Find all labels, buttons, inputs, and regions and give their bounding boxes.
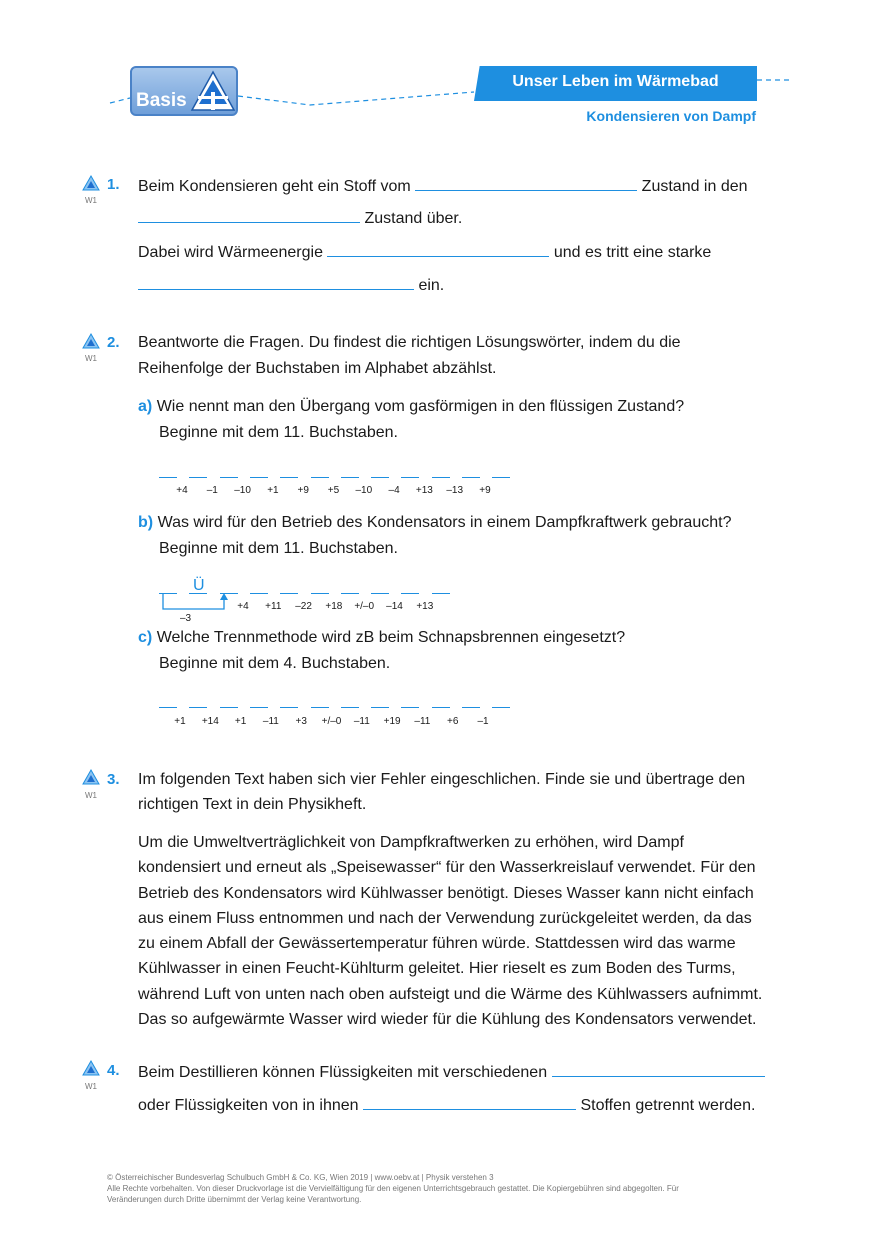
letter-blank[interactable] bbox=[432, 593, 450, 594]
letter-blank[interactable] bbox=[492, 477, 510, 478]
pyramid-logo-icon bbox=[190, 70, 236, 112]
basis-label: Basis bbox=[136, 90, 187, 111]
step-value: +13 bbox=[415, 485, 433, 496]
task-2a-hint: Beginne mit dem 11. Buchstaben. bbox=[159, 424, 398, 441]
step-value: +9 bbox=[479, 485, 491, 496]
worksheet-subtitle: Kondensieren von Dampf bbox=[586, 108, 756, 124]
letter-blank[interactable] bbox=[371, 707, 389, 708]
letter-blank[interactable] bbox=[250, 707, 268, 708]
level-pyramid-icon bbox=[82, 175, 100, 191]
footer-line: Alle Rechte vorbehalten. Von dieser Druckvorlage ist die Vervielfältigung für den eigenen Unterrichtsgebrauch gestattet. Die Kopiergebühren sind abgegolten. Für bbox=[107, 1184, 679, 1193]
task-3-paragraph bbox=[138, 830, 798, 1032]
letter-blank[interactable] bbox=[280, 593, 298, 594]
step-value: +3 bbox=[295, 716, 307, 727]
answer-blank[interactable] bbox=[363, 1091, 576, 1110]
step-value: +11 bbox=[265, 601, 282, 612]
step-value: +9 bbox=[297, 485, 309, 496]
task-2c-hint: Beginne mit dem 4. Buchstaben. bbox=[159, 655, 391, 672]
task-4-text: Stoffen getrennt werden. bbox=[580, 1097, 756, 1114]
task-3-intro-1: Im folgenden Text haben sich vier Fehler eingeschlichen. Finde sie und übertrage den bbox=[138, 771, 746, 788]
copyright-footer bbox=[107, 1172, 787, 1205]
task-2a-question bbox=[138, 394, 684, 419]
task-1-text: Beim Kondensieren geht ein Stoff vom bbox=[138, 178, 411, 195]
step-value: +1 bbox=[267, 485, 279, 496]
task-1-text: und es tritt eine starke bbox=[553, 244, 712, 261]
subtask-label: c) bbox=[138, 629, 153, 646]
paragraph-line: Betrieb des Kondensators wird Kühlwasser benötigt. Dieses Wasser kann nicht einfach bbox=[138, 884, 754, 902]
step-value: –10 bbox=[234, 485, 251, 496]
task-1-line-1 bbox=[138, 172, 748, 199]
level-label: W1 bbox=[85, 1082, 97, 1091]
step-value: +18 bbox=[325, 601, 343, 612]
letter-blank[interactable] bbox=[401, 707, 419, 708]
task-4-text: oder Flüssigkeiten von in ihnen bbox=[138, 1097, 359, 1114]
task-2-intro-2: Reihenfolge der Buchstaben im Alphabet abzählst. bbox=[138, 360, 497, 377]
step-value: –11 bbox=[353, 716, 370, 727]
letter-blank[interactable] bbox=[311, 707, 329, 708]
task-2b-question bbox=[138, 510, 731, 535]
task-4-line-2 bbox=[138, 1091, 755, 1118]
step-value: +13 bbox=[416, 601, 434, 612]
letter-blank[interactable] bbox=[159, 477, 177, 478]
paragraph-line: zu einem Abfall der Gewässertemperatur führen würde. Stattdessen wird das warme bbox=[138, 935, 736, 953]
letter-blank[interactable] bbox=[462, 707, 480, 708]
letter-blank[interactable] bbox=[280, 707, 298, 708]
task-2-intro-1: Beantworte die Fragen. Du findest die richtigen Lösungswörter, indem du die bbox=[138, 334, 681, 351]
task-3-intro-2: richtigen Text in dein Physikheft. bbox=[138, 796, 367, 813]
paragraph-line: Das so aufgewärmte Wasser wird wieder für die Kühlung des Kondensators verwendet. bbox=[138, 1011, 757, 1029]
letter-blank[interactable] bbox=[371, 477, 389, 478]
paragraph-line: während Luft von unten nach oben aufsteigt und die Wärme des Kühlwassers aufnimmt. bbox=[138, 985, 763, 1003]
step-value: +6 bbox=[446, 716, 459, 727]
step-value: +1 bbox=[174, 716, 186, 727]
paragraph-line: aus einem Fluss entnommen und nach der Verwendung zurückgeleitet werden, da das bbox=[138, 909, 752, 927]
paragraph-line: Kühlwasser in einen Feucht-Kühlturm geleitet. Hier rieselt es zum Boden des Turms, bbox=[138, 960, 736, 978]
question-text: Welche Trennmethode wird zB beim Schnapsbrennen eingesetzt? bbox=[156, 629, 626, 646]
step-value: –14 bbox=[386, 601, 403, 612]
back-step-arrow bbox=[160, 592, 230, 614]
task-1-text: Dabei wird Wärmeenergie bbox=[138, 244, 323, 261]
letter-blank[interactable] bbox=[311, 593, 329, 594]
task-2c-question bbox=[138, 625, 625, 650]
subtask-label: b) bbox=[138, 514, 154, 531]
task-1-line-4 bbox=[138, 271, 444, 298]
paragraph-line: kondensiert und erneut als „Speisewasser“ für den Wasserkreislauf verwendet. Für den bbox=[138, 859, 756, 877]
letter-blank[interactable] bbox=[280, 477, 298, 478]
level-pyramid-icon bbox=[82, 1060, 100, 1076]
task-4-text: Beim Destillieren können Flüssigkeiten mit verschiedenen bbox=[138, 1064, 548, 1081]
answer-blank[interactable] bbox=[327, 238, 549, 257]
footer-line: © Österreichischer Bundesverlag Schulbuch GmbH & Co. KG, Wien 2019 | www.oebv.at | Physik verstehen 3 bbox=[107, 1173, 494, 1182]
letter-blank[interactable] bbox=[492, 707, 510, 708]
task-2-number: 2. bbox=[107, 334, 120, 351]
step-value: –1 bbox=[477, 716, 489, 727]
step-value: +14 bbox=[201, 716, 219, 727]
task-1-line-3 bbox=[138, 238, 711, 265]
answer-blank[interactable] bbox=[138, 271, 414, 290]
level-label: W1 bbox=[85, 354, 97, 363]
answer-blank[interactable] bbox=[138, 204, 360, 223]
step-value: +1 bbox=[234, 716, 247, 727]
task-1-text: ein. bbox=[418, 277, 445, 294]
question-text: Was wird für den Betrieb des Kondensators in einem Dampfkraftwerk gebraucht? bbox=[157, 514, 732, 531]
letter-blank[interactable] bbox=[462, 477, 480, 478]
letter-blank[interactable] bbox=[401, 593, 419, 594]
level-pyramid-icon bbox=[82, 769, 100, 785]
letter-blank[interactable] bbox=[371, 593, 389, 594]
step-value: +5 bbox=[327, 485, 340, 496]
letter-blank[interactable] bbox=[220, 707, 238, 708]
level-pyramid-icon bbox=[82, 333, 100, 349]
step-value: +/–0 bbox=[354, 601, 375, 612]
letter-blank[interactable] bbox=[311, 477, 329, 478]
step-value: –11 bbox=[262, 716, 279, 727]
level-label: W1 bbox=[85, 791, 97, 800]
step-value: –4 bbox=[388, 485, 400, 496]
letter-blank[interactable] bbox=[220, 477, 238, 478]
letter-blank[interactable] bbox=[250, 593, 268, 594]
answer-blank[interactable] bbox=[552, 1058, 765, 1077]
step-value: –10 bbox=[355, 485, 373, 496]
task-2b-hint: Beginne mit dem 11. Buchstaben. bbox=[159, 540, 398, 557]
paragraph-line: Um die Umweltverträglichkeit von Dampfkraftwerken zu erhöhen, wird Dampf bbox=[138, 834, 684, 851]
level-label: W1 bbox=[85, 196, 97, 205]
step-value: –11 bbox=[414, 716, 431, 727]
answer-blank[interactable] bbox=[415, 172, 637, 191]
step-value: –13 bbox=[446, 485, 464, 496]
subtask-label: a) bbox=[138, 398, 153, 415]
letter-blank[interactable] bbox=[432, 477, 450, 478]
task-4-number: 4. bbox=[107, 1062, 120, 1079]
step-value: –1 bbox=[206, 485, 218, 496]
given-letter: Ü bbox=[193, 577, 205, 594]
letter-blank[interactable] bbox=[341, 593, 359, 594]
letter-blank[interactable] bbox=[189, 477, 207, 478]
step-value: +19 bbox=[383, 716, 401, 727]
letter-blank[interactable] bbox=[250, 477, 268, 478]
letter-blank[interactable] bbox=[341, 477, 359, 478]
letter-blank[interactable] bbox=[432, 707, 450, 708]
letter-blank[interactable] bbox=[189, 707, 207, 708]
task-1-number: 1. bbox=[107, 176, 120, 193]
letter-blank[interactable] bbox=[401, 477, 419, 478]
step-value: +4 bbox=[176, 485, 188, 496]
task-1-text: Zustand über. bbox=[364, 210, 463, 227]
task-4-line-1 bbox=[138, 1058, 765, 1085]
worksheet-title: Unser Leben im Wärmebad bbox=[512, 73, 719, 90]
step-value: +/–0 bbox=[321, 716, 342, 727]
letter-blank[interactable] bbox=[341, 707, 359, 708]
task-3-number: 3. bbox=[107, 771, 120, 788]
back-step-value: –3 bbox=[180, 613, 192, 624]
question-text: Wie nennt man den Übergang vom gasförmigen in den flüssigen Zustand? bbox=[156, 398, 685, 415]
letter-blank[interactable] bbox=[159, 707, 177, 708]
footer-line: Veränderungen durch Dritte übernimmt der Verlag keine Verantwortung. bbox=[107, 1195, 362, 1204]
task-1-text: Zustand in den bbox=[641, 178, 748, 195]
step-value: +4 bbox=[237, 601, 249, 612]
step-value: –22 bbox=[295, 601, 312, 612]
task-1-line-2 bbox=[138, 204, 462, 231]
